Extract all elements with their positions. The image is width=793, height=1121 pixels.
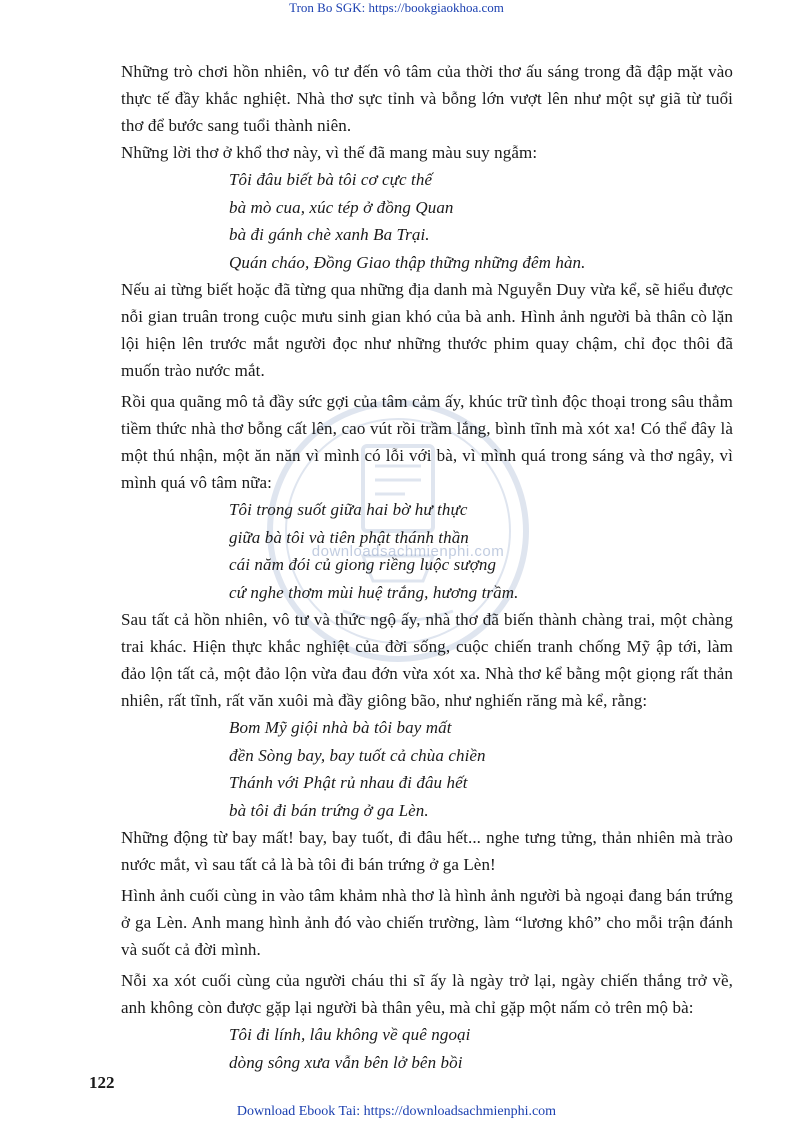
verse-line: bà đi gánh chè xanh Ba Trại. xyxy=(229,225,430,244)
verse-line: Quán cháo, Đồng Giao thập thững những đêm hàn. xyxy=(229,252,586,272)
paragraph: Nỗi xa xót cuối cùng của người cháu thi sĩ ấy là ngày trở lại, ngày chiến thắng trở về, anh không còn được gặp lại người bà thân yêu, mà chỉ gặp một nấm cỏ trên mộ bà: xyxy=(121,971,733,1017)
verse-line: bà mò cua, xúc tép ở đồng Quan xyxy=(229,197,454,217)
paragraph: Những động từ bay mất! bay, bay tuốt, đi đâu hết... nghe tưng tửng, thản nhiên mà trào nước mắt, vì sau tất cả là bà tôi đi bán trứng ở ga Lèn! xyxy=(121,828,733,874)
page-number: 122 xyxy=(89,1073,115,1092)
verse-line: Tôi trong suốt giữa hai bờ hư thực xyxy=(229,500,468,519)
verse-line: giữa bà tôi và tiên phật thánh thần xyxy=(229,527,469,547)
poem-excerpt-1 xyxy=(229,166,733,276)
verse-line: dòng sông xưa vẫn bên lở bên bồi xyxy=(229,1052,463,1072)
verse-line: cái năm đói củ giong riềng luộc sượng xyxy=(229,555,497,574)
paragraph: Những trò chơi hồn nhiên, vô tư đến vô tâm của thời thơ ấu sáng trong đã đập mặt vào thực tế đầy khắc nghiệt. Nhà thơ sực tỉnh và bỗng lớn vượt lên như một sự giã từ tuổi thơ để bước sang tuổi thành niên. xyxy=(121,62,733,135)
verse-line: Bom Mỹ giội nhà bà tôi bay mất xyxy=(229,718,452,737)
paragraph: Rồi qua quãng mô tả đầy sức gợi của tâm cảm ấy, khúc trữ tình độc thoại trong sâu thẳm tiềm thức nhà thơ bỗng cất lên, cao vút rồi trầm lắng, bình tĩnh mà xót xa! Có thể đây là một thú nhận, một ăn năn vì mình có lỗi với bà, vì mình quá trong sáng và thơ ngây, vì mình quá vô tâm nữa: xyxy=(121,392,733,492)
paragraph: Những lời thơ ở khổ thơ này, vì thế đã mang màu suy ngẫm: xyxy=(121,143,538,162)
poem-excerpt-4 xyxy=(229,1021,733,1076)
poem-excerpt-3 xyxy=(229,714,733,824)
verse-line: đền Sòng bay, bay tuốt cả chùa chiền xyxy=(229,745,486,765)
watermark-text: downloadsachmienphi.com xyxy=(311,543,505,560)
paragraph: Sau tất cả hồn nhiên, vô tư và thức ngộ ấy, nhà thơ đã biến thành chàng trai, một chàng trai khác. Hiện thực khắc nghiệt của đời sống, cuộc chiến tranh chống Mỹ ập tới, làm đảo lộn tất cả, một đảo lộn vừa đau đớn vừa xót xa. Nhà thơ kể bằng một giọng rất thản nhiên, rất tĩnh, rất văn xuôi mà đầy giông bão, như nghiến răng mà kể, rằng: xyxy=(121,610,733,710)
verse-line: bà tôi đi bán trứng ở ga Lèn. xyxy=(229,800,429,820)
poem-excerpt-2 xyxy=(229,496,733,606)
footer-download-link[interactable]: Download Ebook Tai: https://downloadsachmienphi.com xyxy=(236,1104,557,1119)
verse-line: Thánh với Phật rủ nhau đi đâu hết xyxy=(229,773,468,792)
verse-line: Tôi đi lính, lâu không về quê ngoại xyxy=(229,1025,471,1044)
verse-line: Tôi đâu biết bà tôi cơ cực thế xyxy=(229,170,433,189)
header-source-link[interactable]: Tron Bo SGK: https://bookgiaokhoa.com xyxy=(289,0,504,15)
paragraph: Nếu ai từng biết hoặc đã từng qua những địa danh mà Nguyễn Duy vừa kể, sẽ hiểu được nỗi gian truân trong cuộc mưu sinh gian khó của bà anh. Hình ảnh người bà thân cò lặn lội hiện lên trước mắt người đọc như những thước phim quay chậm, chỉ đọc thôi đã muốn trào nước mắt. xyxy=(121,280,733,380)
verse-line: cứ nghe thơm mùi huệ trắng, hương trầm. xyxy=(229,582,519,602)
paragraph: Hình ảnh cuối cùng in vào tâm khảm nhà thơ là hình ảnh người bà ngoại đang bán trứng ở ga Lèn. Anh mang hình ảnh đó vào chiến trường, làm “lương khô” cho mỗi trận đánh và suốt cả đời mình. xyxy=(121,886,733,959)
page-body xyxy=(121,58,733,1076)
